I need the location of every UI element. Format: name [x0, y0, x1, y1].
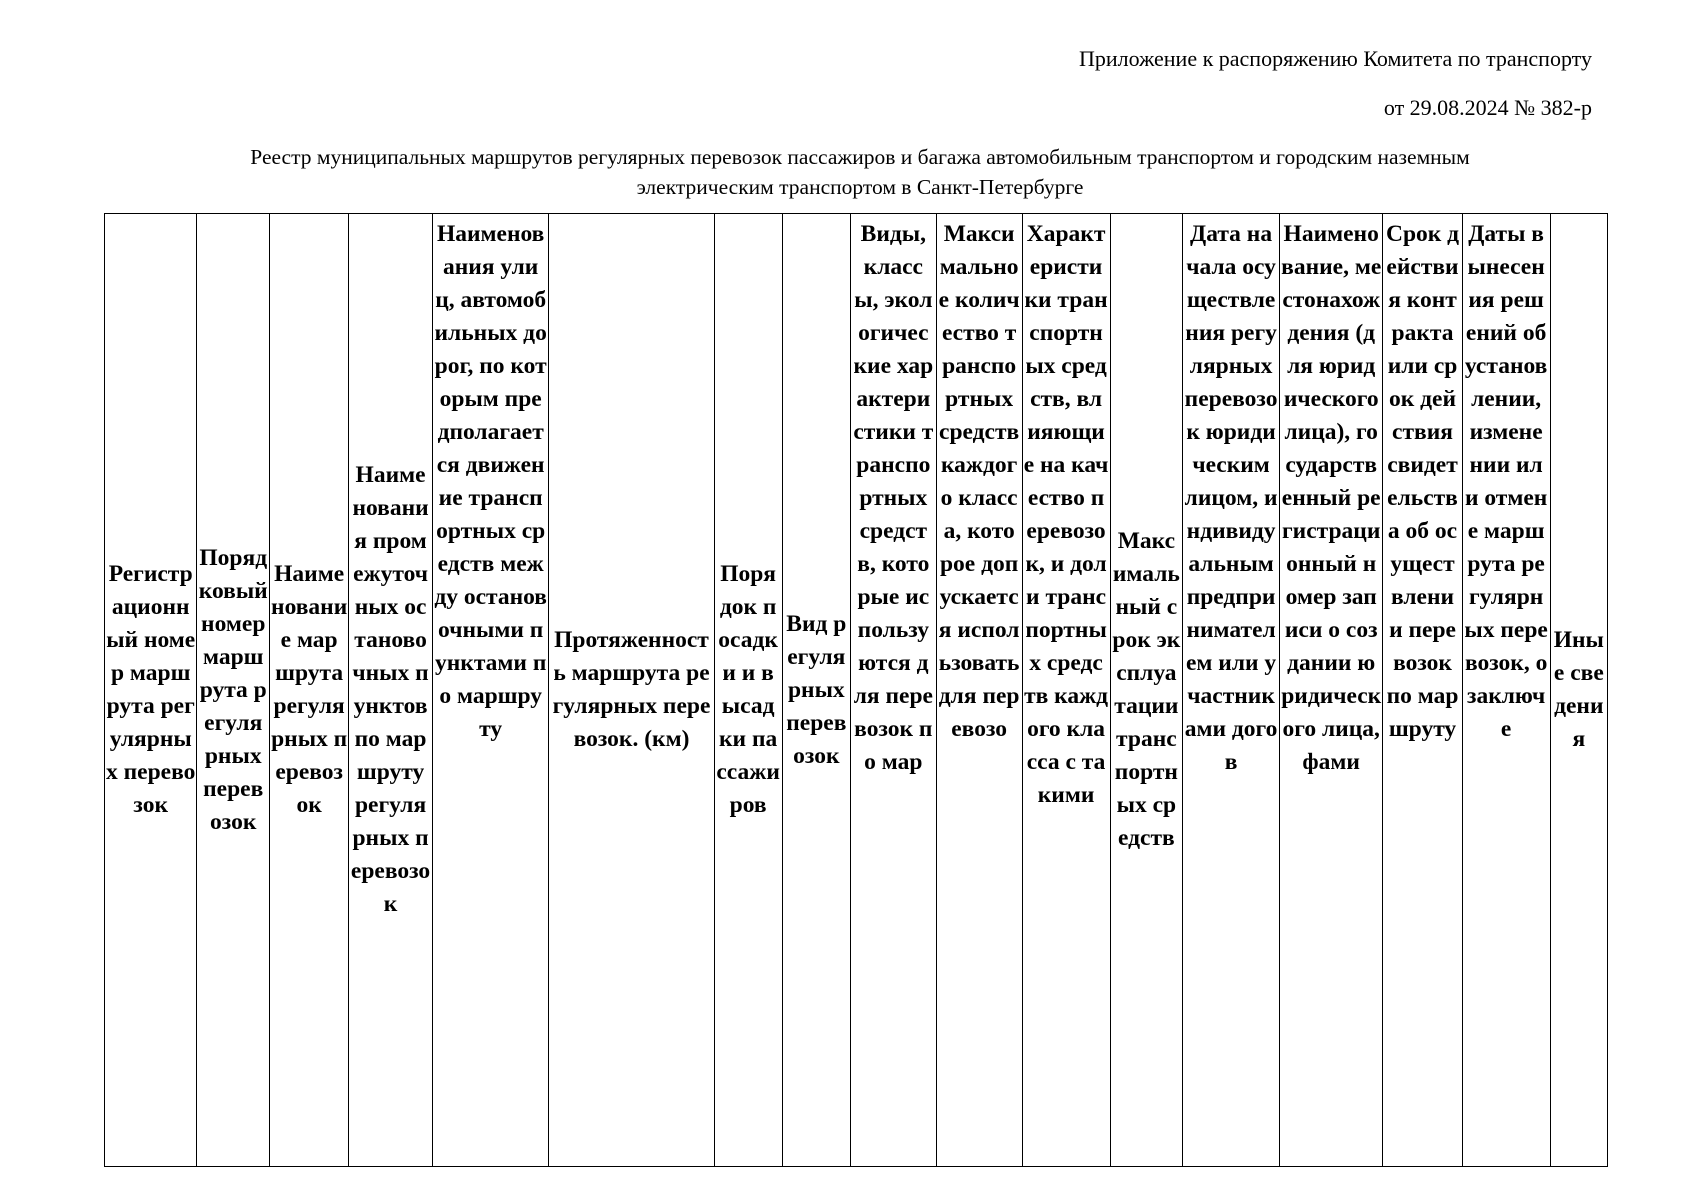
- column-header-boarding-order: Порядок посадки и высадки пассажиров: [714, 214, 782, 1167]
- column-header-contract-term: Срок действия контракта или срок действия свидетельства об осуществлении перевозок по маршруту: [1383, 214, 1462, 1167]
- column-header-route-name: Наименование маршрута регулярных перевозок: [270, 214, 349, 1167]
- column-header-transport-type: Вид регулярных перевозок: [782, 214, 850, 1167]
- column-header-other-info: Иные сведения: [1550, 214, 1607, 1167]
- column-header-route-length: Протяженность маршрута регулярных перевозок. (км): [549, 214, 714, 1167]
- column-header-vehicle-characteristics: Характеристики транспортных средств, влияющие на качество перевозок, и доли транспортных средств каждого класса с такими: [1022, 214, 1110, 1167]
- document-title: [140, 142, 1580, 202]
- column-header-max-service-life: Максимальный срок эксплуатации транспортных средств: [1110, 214, 1183, 1167]
- annex-date-number: от 29.08.2024 № 382-р: [1383, 95, 1592, 120]
- column-header-streets: Наименования улиц, автомобильных дорог, по которым предполагается движение транспортных средств между остановочными пунктами по маршруту: [432, 214, 549, 1167]
- annex-reference: Приложение к распоряжению Комитета по транспорту: [1079, 46, 1592, 71]
- column-header-decision-dates: Даты вынесения решений об установлении, изменении или отмене маршрута регулярных перевозок, о заключе: [1462, 214, 1550, 1167]
- column-header-carrier-details: Наименование, местонахождения (для юридического лица), государственный регистрационный номер записи о создании юридического лица, фами: [1279, 214, 1382, 1167]
- document-title-line-1: Реестр муниципальных маршрутов регулярных перевозок пассажиров и багажа автомобильным транспортом и городским наземным: [250, 145, 1470, 169]
- column-header-registration-number: Регистрационный номер маршрута регулярных перевозок: [105, 214, 197, 1167]
- column-header-vehicle-types: Виды, классы, экологические характеристики транспортных средств, которые используются для перевозок по мар: [850, 214, 936, 1167]
- column-header-max-vehicle-count: Максимальное количество транспортных средств каждого класса, которое допускается использовать для перевозо: [936, 214, 1022, 1167]
- column-header-sequence-number: Порядковый номер маршрута регулярных перевозок: [197, 214, 270, 1167]
- document-title-line-2: электрическим транспортом в Санкт-Петербурге: [636, 175, 1084, 199]
- column-header-start-date: Дата начала осуществления регулярных перевозок юридическим лицом, индивидуальным предпринимателем или участниками догов: [1183, 214, 1280, 1167]
- column-header-intermediate-stops: Наименования промежуточных остановочных пунктов по маршруту регулярных перевозок: [349, 214, 433, 1167]
- routes-registry-table: [104, 213, 1608, 1167]
- table-header-row: [105, 214, 1608, 1167]
